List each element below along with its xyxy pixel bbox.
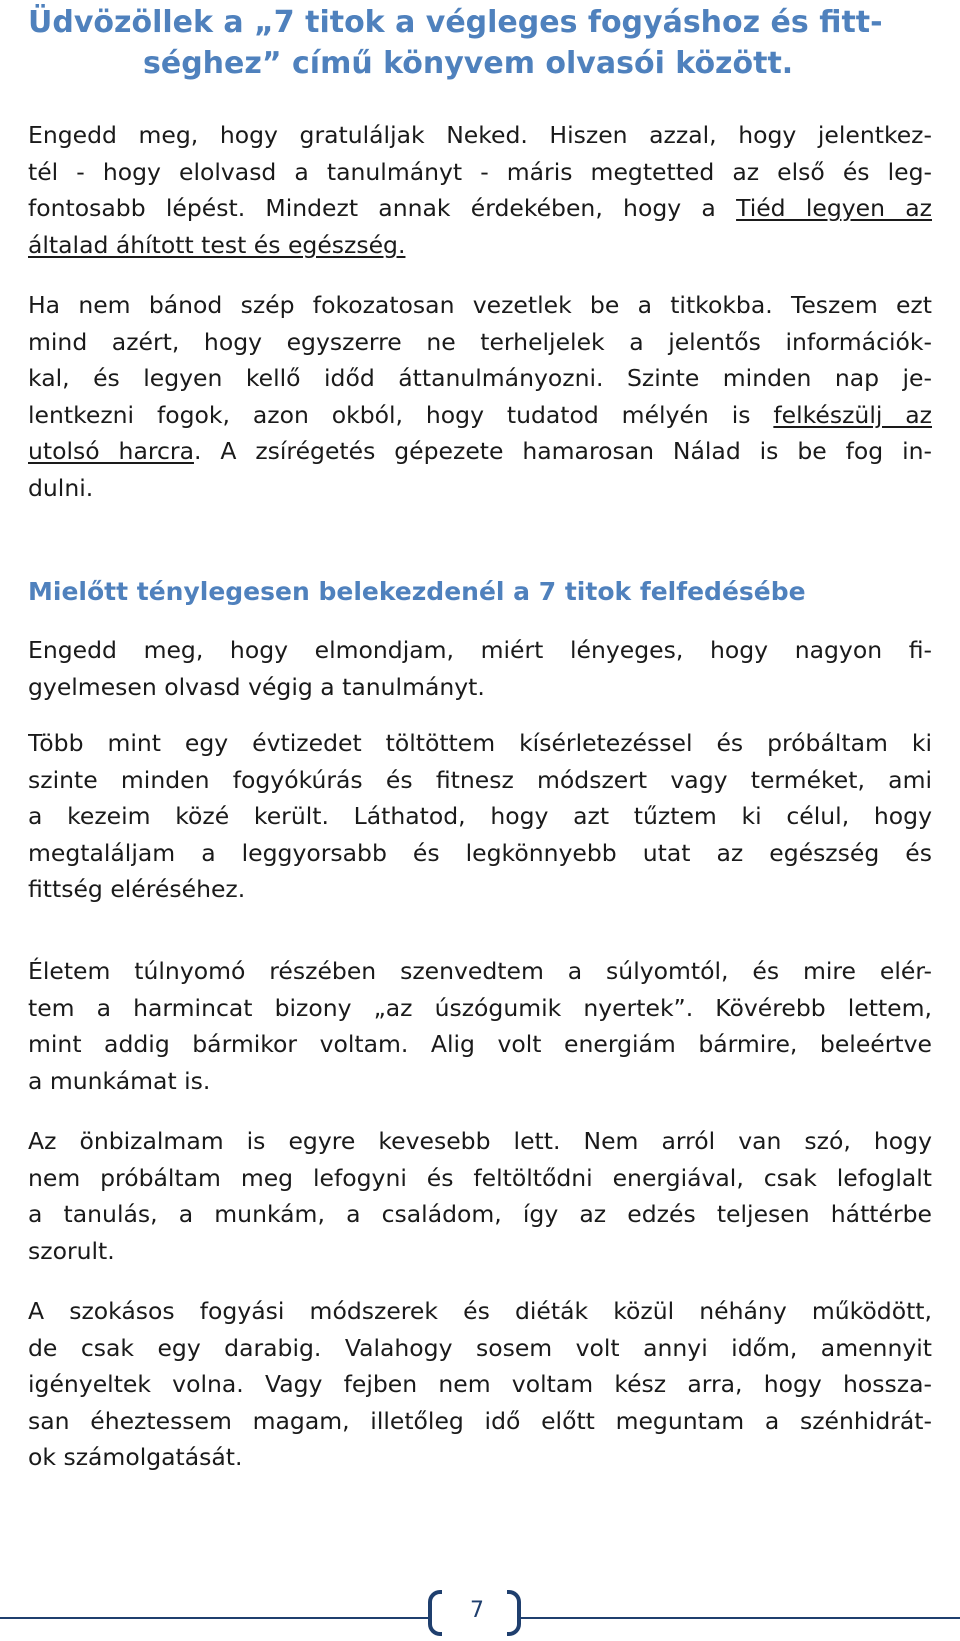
left-brace-ornament — [428, 1590, 442, 1636]
paragraph-line: san éheztessem magam, illetőleg idő előtt meguntam a szénhidrát- — [28, 1406, 932, 1435]
underlined-phrase: felkészülj az — [773, 400, 932, 429]
paragraph-line: a tanulás, a munkám, a családom, így az edzés teljesen háttérbe — [28, 1200, 932, 1229]
paragraph-line — [28, 190, 932, 227]
paragraph-line: A szokásos fogyási módszerek és diéták közül néhány működött, — [28, 1297, 932, 1325]
paragraph-line: fittség eléréséhez. — [28, 875, 246, 904]
paragraph-line: szinte minden fogyókúrás és fitnesz módszert vagy terméket, ami — [28, 765, 932, 794]
paragraph-line: Engedd meg, hogy elmondjam, miért lényeges, hogy nagyon fi- — [28, 636, 932, 664]
paragraph-experience — [28, 725, 932, 908]
paragraph-line: tél - hogy elolvasd a tanulmányt - máris megtetted az első és leg- — [28, 157, 932, 186]
right-brace-ornament — [507, 1590, 521, 1636]
footer-rule-left — [0, 1617, 430, 1619]
paragraph-line: ok számolgatását. — [28, 1443, 243, 1472]
paragraph-line: dulni. — [28, 473, 94, 502]
paragraph-line: Életem túlnyomó részében szenvedtem a súlyomtól, és mire elér- — [28, 957, 932, 985]
underlined-phrase: általad áhított test és egészség. — [28, 230, 406, 259]
paragraph-line: mint addig bármikor voltam. Alig volt energiám bármire, beleértve — [28, 1030, 932, 1059]
section-heading: Mielőtt ténylegesen belekezdenél a 7 titok felfedésébe — [28, 577, 806, 606]
text-run: . A zsírégetés gépezete hamarosan Nálad is be fog in- — [193, 437, 932, 466]
text-run: lentkezni fogok, azon okból, hogy tudatod mélyén is — [28, 400, 774, 429]
paragraph-diets — [28, 1293, 932, 1476]
paragraph-line: a munkámat is. — [28, 1066, 211, 1095]
paragraph-line: Engedd meg, hogy gratuláljak Neked. Hiszen azzal, hogy jelentkez- — [28, 121, 932, 149]
paragraph-line: igényeltek volna. Vagy fejben nem voltam kész arra, hogy hossza- — [28, 1370, 932, 1399]
paragraph-line: de csak egy darabig. Valahogy sosem volt annyi időm, amennyit — [28, 1333, 932, 1362]
text-run: fontosabb lépést. Mindezt annak érdekében, hogy a — [28, 194, 737, 223]
title-line-1: Üdvözöllek a „7 titok a végleges fogyáshoz és fitt- — [28, 5, 883, 40]
underlined-phrase: utolsó harcra — [28, 437, 194, 466]
paragraph-confidence — [28, 1123, 932, 1269]
paragraph-line — [28, 433, 932, 470]
page-number: 7 — [470, 1598, 484, 1623]
footer-rule-right — [519, 1617, 960, 1619]
paragraph-line: kal, és legyen kellő időd áttanulmányozni. Szinte minden nap je- — [28, 364, 932, 393]
paragraph-line — [28, 397, 932, 434]
paragraph-weight — [28, 953, 932, 1099]
paragraph-secrets — [28, 287, 932, 507]
underlined-phrase: Tiéd legyen az — [736, 194, 932, 223]
paragraph-line: tem a harmincat bizony „az úszógumik nyertek”. Kövérebb lettem, — [28, 993, 932, 1022]
title-line-2: séghez” című könyvem olvasói között. — [143, 46, 794, 81]
paragraph-intro — [28, 117, 932, 263]
paragraph-line: Több mint egy évtizedet töltöttem kísérletezéssel és próbáltam ki — [28, 729, 932, 757]
paragraph-line: a kezeim közé került. Láthatod, hogy azt tűztem ki célul, hogy — [28, 802, 932, 831]
paragraph-line: Az önbizalmam is egyre kevesebb lett. Nem arról van szó, hogy — [28, 1127, 932, 1155]
paragraph-line: megtaláljam a leggyorsabb és legkönnyebb utat az egészség és — [28, 838, 932, 867]
page-title — [28, 2, 932, 84]
paragraph-line: Ha nem bánod szép fokozatosan vezetlek be a titkokba. Teszem ezt — [28, 291, 932, 319]
paragraph-line: mind azért, hogy egyszerre ne terheljelek a jelentős információk- — [28, 327, 932, 356]
paragraph-line: gyelmesen olvasd végig a tanulmányt. — [28, 672, 485, 701]
paragraph-line: nem próbáltam meg lefogyni és feltöltődni energiával, csak lefoglalt — [28, 1163, 932, 1192]
paragraph-line — [28, 227, 932, 264]
paragraph-line: szorult. — [28, 1236, 115, 1265]
paragraph-why — [28, 632, 932, 705]
